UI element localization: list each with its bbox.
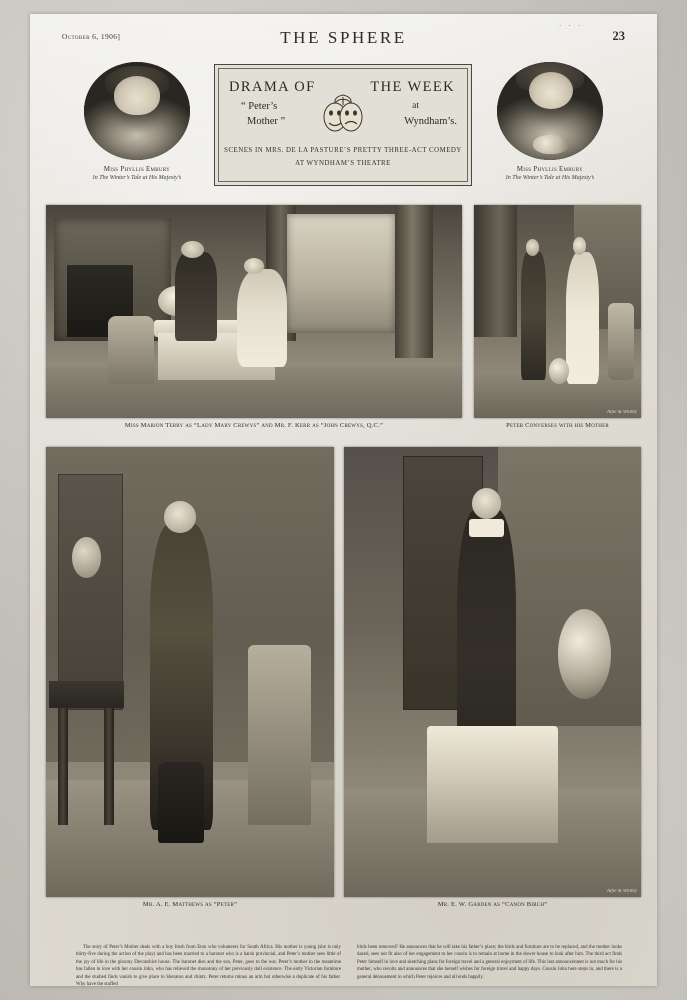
portrait-left-name: Miss Phyllis Embury [103,166,171,173]
scene-illustration [46,205,462,418]
portrait-right [489,62,611,181]
photo-credit-canon-birch: Alfie & Whitby [607,889,637,894]
portrait-oval-left [84,62,190,160]
article-column-left [76,944,341,991]
curtain-right [395,205,432,358]
plant [558,609,611,699]
draped-table [427,726,558,843]
table-leg-right [104,708,114,825]
actress-mother [566,252,599,384]
photo-matthews-peter [46,447,334,897]
chair [108,316,154,384]
table-leg-left [58,708,68,825]
actress-lady-mary-crewys [237,269,287,367]
scene-illustration [344,447,641,897]
wall-medallion [72,537,101,578]
clerical-collar [469,519,505,537]
photo-scene-lady-mary-crewys [46,205,462,418]
flower-posy [549,358,569,384]
title-at: at [412,101,419,111]
article-paragraph-right: birds been removed? He announces that he will take his father’s place; the birds and furniture are to be replaced, and the mother looks dazed, sees not fit also of her engagement to her cousin is to remain at home in the dower house to look after him. The third act finds Peter himself in love and sketching plans for foreign travel and a general enjoyment of life. This last announcement is not much for his mother, who revolts and announces that she herself wishes for foreign travel and happy days. Cousin John here steps in, and there is a general dénouement in which Peter rejoices and all ends happily. [357,945,622,980]
title-play-line2: Mother ” [247,116,286,127]
chair [248,645,311,825]
actor-peter-head [164,501,196,533]
actor-peter-head [526,239,539,256]
portrait-left [76,62,198,181]
riding-boots [158,762,204,843]
curtain [474,205,517,337]
caption-matthews-peter: Mr. A. E. Matthews as “Peter” [142,901,238,908]
scene-illustration [474,205,641,418]
actor-john-crewys [175,252,217,341]
title-the-week: THE WEEK [370,79,455,95]
title-subtitle-line2: AT WYNDHAM’S THEATRE [295,160,391,167]
title-panel [214,64,472,186]
portrait-right-sub: In The Winter’s Tale at His Majesty’s [505,175,595,181]
wall-panel [58,474,123,710]
page-sheet [30,14,657,986]
title-theatre: Wyndham’s. [404,116,457,127]
chair [608,303,635,380]
article-text [76,944,622,991]
table [49,681,124,708]
title-subtitle-line1: SCENES IN MRS. DE LA PASTURE’S PRETTY THREE-ACT COMEDY [224,147,462,154]
issue-date: October 6, 1906] [62,32,121,41]
actor-peter [521,252,546,380]
portrait-photo-left [84,62,190,160]
article-column-right [357,944,622,991]
corner-marks: . . . [559,20,583,28]
comedy-tragedy-masks-icon [317,91,369,137]
portrait-photo-right [497,62,603,160]
caption-garden-canon-birch: Mr. E. W. Garden as “Canon Birch” [437,901,548,908]
title-play-line1: “ Peter’s [241,101,278,112]
window [287,214,395,333]
scene-illustration [46,447,334,897]
actress-mother-head [573,237,586,255]
portrait-right-name: Miss Phyllis Embury [516,166,584,173]
header-row [62,62,625,208]
flowers-prop [533,135,569,155]
journal-title: THE SPHERE [280,28,407,47]
photo-garden-canon-birch [344,447,641,897]
page-number: 23 [612,29,625,43]
caption-scene-lady-mary-crewys: Miss Marion Terry as “Lady Mary Crewys” and Mr. F. Kerr as “John Crewys, Q.C.” [124,422,384,429]
photo-credit-peter-converses: Alfie & Whitby [607,410,637,415]
caption-peter-converses: Peter Converses with his Mother [506,422,609,429]
article-paragraph-left: The story of Peter’s Mother deals with a boy fresh from Eton who volunteers for South Africa. His mother is young (she is only thirty-five during the action of the play) and has been married to a baronet who is a harsh provincial, and Peter’s mother sees little of the joy of life in the gloomy Devonshire house. The baronet dies and the son, Peter, goes to the war. Peter’s mother in the meantime has fallen in love with her cousin John, who has relieved the monotony of her previously dull existence. The early Victorian furniture and the studied finds vanish to give place to Sheraton and chintz. Peter returns minus an arm but otherwise a duplicate of his father. Why have the stuffed [76,945,341,988]
portrait-oval-right [497,62,603,160]
actor-canon-birch-head [472,488,502,520]
portrait-left-sub: In The Winter’s Tale at His Majesty’s [92,175,182,181]
photo-peter-converses [474,205,641,418]
title-drama-of: DRAMA OF [229,79,316,95]
masthead [62,20,625,54]
